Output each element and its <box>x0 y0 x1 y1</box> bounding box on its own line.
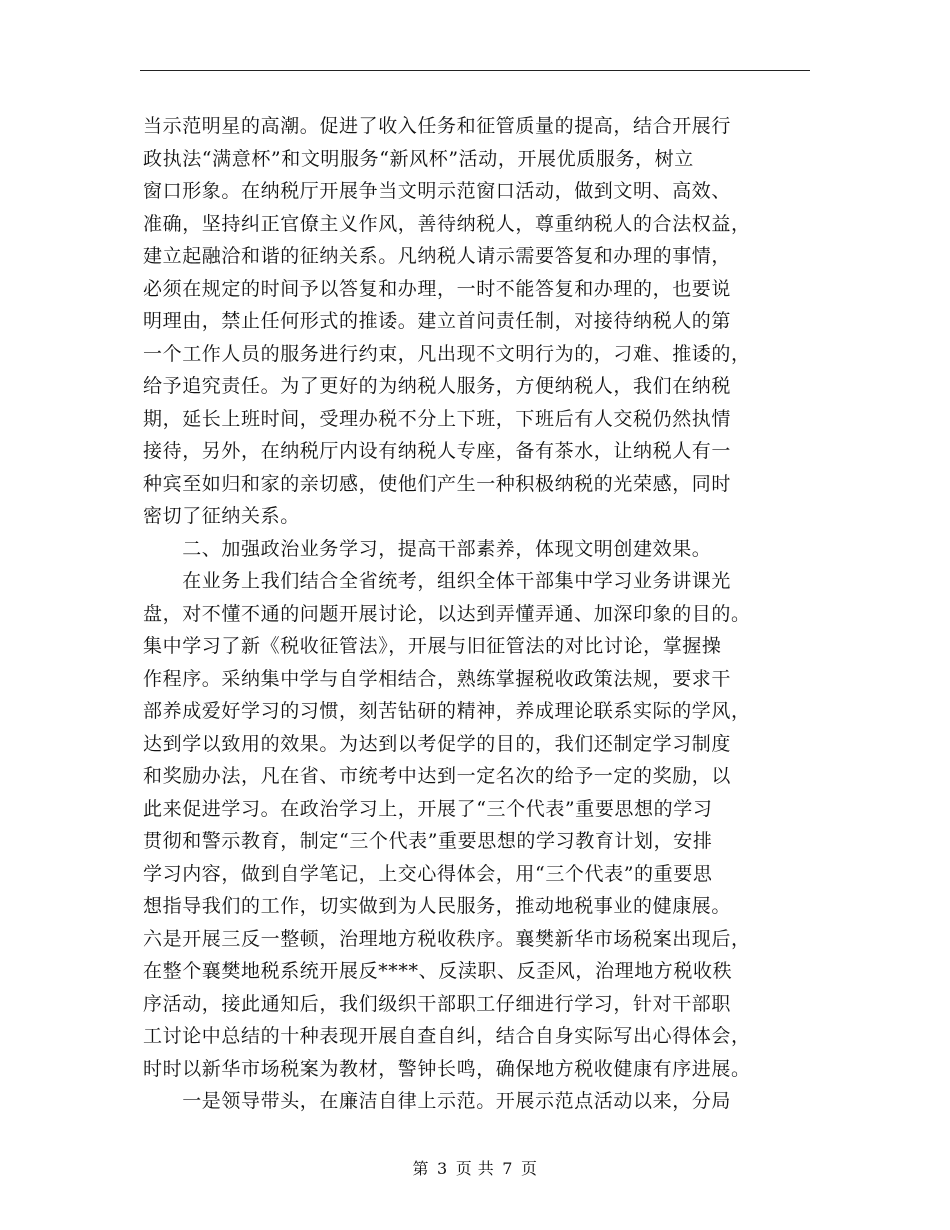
text-line: 窗口形象。在纳税厅开展争当文明示范窗口活动，做到文明、高效、 <box>143 180 732 202</box>
text-line: 部养成爱好学习的习惯，刻苦钻研的精神，养成理论联系实际的学风， <box>143 700 751 722</box>
text-line: 和奖励办法，凡在省、市统考中达到一定名次的给予一定的奖励，以 <box>143 765 732 787</box>
text-line: 必须在规定的时间予以答复和办理，一时不能答复和办理的，也要说 <box>143 277 732 300</box>
text-line: 想指导我们的工作，切实做到为人民服务，推动地税事业的健康展。 <box>143 895 732 917</box>
footer-total-pages: 7 <box>502 1159 513 1178</box>
text-line: 准确，坚持纠正官僚主义作风，善待纳税人，尊重纳税人的合法权益， <box>143 212 751 235</box>
footer-middle: 页 共 <box>455 1159 495 1178</box>
text-line: 序活动，接此通知后，我们级织干部职工仔细进行学习，针对干部职 <box>143 992 732 1015</box>
text-line: 种宾至如归和家的亲切感，使他们产生一种积极纳税的光荣感，同时 <box>143 472 732 495</box>
text-line: 此来促进学习。在政治学习上，开展了“三个代表”重要思想的学习 <box>143 797 713 820</box>
text-line: 一个工作人员的服务进行约束，凡出现不文明行为的，刁难、推诿的， <box>143 342 751 365</box>
text-line: 工讨论中总结的十种表现开展自查自纠，结合自身实际写出心得体会， <box>143 1025 751 1047</box>
text-line: 在业务上我们结合全省统考，组织全体干部集中学习业务讲课光 <box>143 570 732 592</box>
text-line: 学习内容，做到自学笔记，上交心得体会，用“三个代表”的重要思 <box>143 862 713 885</box>
text-line: 盘，对不懂不通的问题开展讨论，以达到弄懂弄通、加深印象的目的。 <box>143 602 751 625</box>
text-line: 明理由，禁止任何形式的推诿。建立首问责任制，对接待纳税人的第 <box>143 310 732 332</box>
text-line: 接待，另外，在纳税厅内设有纳税人专座，备有茶水，让纳税人有一 <box>143 440 732 462</box>
text-line: 作程序。采纳集中学与自学相结合，熟练掌握税收政策法规，要求干 <box>143 667 732 690</box>
text-line: 建立起融洽和谐的征纳关系。凡纳税人请示需要答复和办理的事情， <box>143 245 732 267</box>
text-line: 在整个襄樊地税系统开展反****、反渎职、反歪风，治理地方税收秩 <box>143 960 733 982</box>
text-line: 贯彻和警示教育，制定“三个代表”重要思想的学习教育计划，安排 <box>143 830 713 852</box>
page-footer <box>0 1156 950 1179</box>
text-line: 时时以新华市场税案为教材，警钟长鸣，确保地方税收健康有序进展。 <box>143 1057 751 1080</box>
footer-page-number: 3 <box>437 1159 448 1178</box>
section-heading: 二、加强政治业务学习，提高干部素养，体现文明创建效果。 <box>143 537 712 560</box>
text-line: 一是领导带头，在廉洁自律上示范。开展示范点活动以来，分局 <box>143 1090 732 1112</box>
text-line: 给予追究责任。为了更好的为纳税人服务，方便纳税人，我们在纳税 <box>143 375 732 397</box>
text-line: 政执法“满意杯”和文明服务“新风杯”活动，开展优质服务，树立 <box>143 147 694 170</box>
document-body <box>143 110 813 1118</box>
header-rule <box>140 70 810 71</box>
text-line: 密切了征纳关系。 <box>143 505 300 527</box>
text-line: 六是开展三反一整顿，治理地方税收秩序。襄樊新华市场税案出现后， <box>143 927 751 950</box>
footer-suffix: 页 <box>520 1159 538 1178</box>
text-line: 期，延长上班时间，受理办税不分上下班，下班后有人交税仍然执情 <box>143 407 732 430</box>
footer-prefix: 第 <box>412 1159 430 1178</box>
text-line: 当示范明星的高潮。促进了收入任务和征管质量的提高，结合开展行 <box>143 115 732 137</box>
text-line: 集中学习了新《税收征管法》，开展与旧征管法的对比讨论，掌握操 <box>143 635 722 657</box>
text-line: 达到学以致用的效果。为达到以考促学的目的，我们还制定学习制度 <box>143 732 732 755</box>
